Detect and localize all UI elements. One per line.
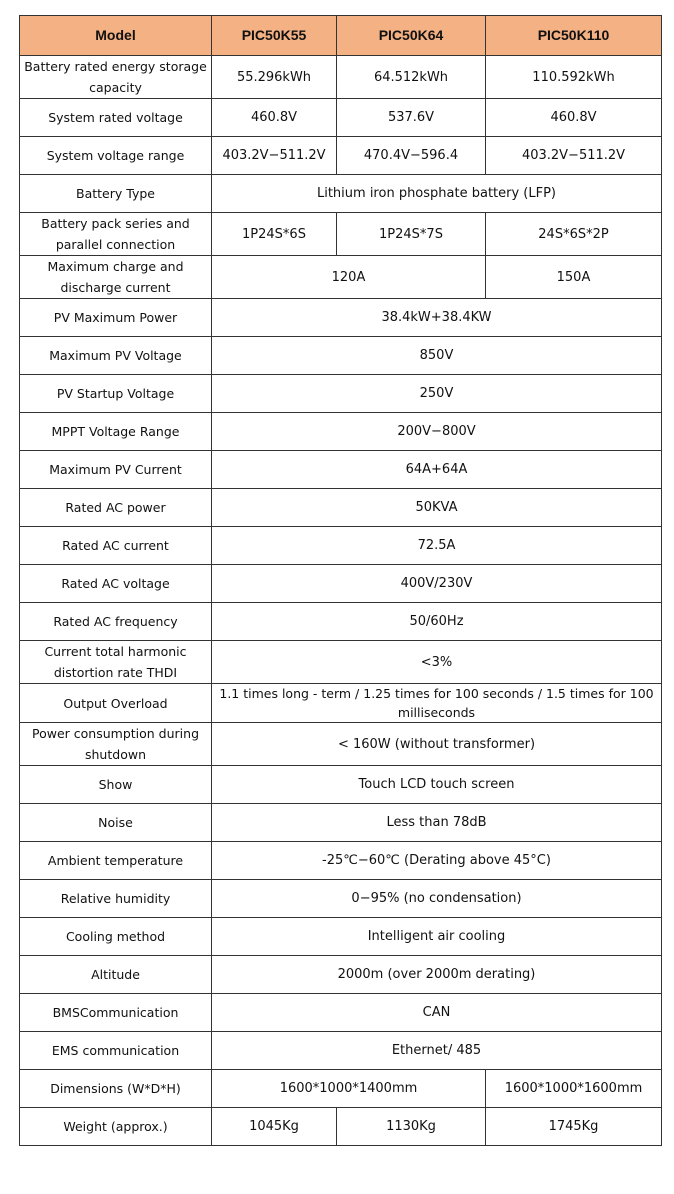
- row-label: Rated AC power: [20, 489, 212, 527]
- cell-value: Less than 78dB: [212, 804, 662, 842]
- header-model-1: PIC50K55: [212, 16, 337, 56]
- row-label: Maximum PV Current: [20, 451, 212, 489]
- cell-value: 470.4V−596.4: [337, 137, 486, 175]
- row-show: [20, 766, 662, 804]
- cell-value: Ethernet/ 485: [212, 1032, 662, 1070]
- row-label: PV Maximum Power: [20, 299, 212, 337]
- cell-value: 72.5A: [212, 527, 662, 565]
- cell-value: 1P24S*6S: [212, 213, 337, 256]
- spec-table: [19, 15, 662, 1146]
- cell-value: 50/60Hz: [212, 603, 662, 641]
- row-label: System voltage range: [20, 137, 212, 175]
- row-pack-connection: [20, 213, 662, 256]
- cell-value: 38.4kW+38.4KW: [212, 299, 662, 337]
- row-label: EMS communication: [20, 1032, 212, 1070]
- row-shutdown: [20, 723, 662, 766]
- cell-value: Lithium iron phosphate battery (LFP): [212, 175, 662, 213]
- row-label: Maximum PV Voltage: [20, 337, 212, 375]
- cell-value: 2000m (over 2000m derating): [212, 956, 662, 994]
- row-label: Altitude: [20, 956, 212, 994]
- row-label: Current total harmonic distortion rate THDI: [20, 641, 212, 684]
- row-label: Rated AC voltage: [20, 565, 212, 603]
- cell-value: Intelligent air cooling: [212, 918, 662, 956]
- cell-value: 1600*1000*1600mm: [486, 1070, 662, 1108]
- row-overload: [20, 684, 662, 723]
- cell-value: <3%: [212, 641, 662, 684]
- row-voltage-range: [20, 137, 662, 175]
- cell-value: 200V−800V: [212, 413, 662, 451]
- row-cooling: [20, 918, 662, 956]
- row-pv-power: [20, 299, 662, 337]
- row-dimensions: [20, 1070, 662, 1108]
- row-label: BMSCommunication: [20, 994, 212, 1032]
- cell-value: 120A: [212, 256, 486, 299]
- cell-value: Touch LCD touch screen: [212, 766, 662, 804]
- row-thdi: [20, 641, 662, 684]
- row-label: Maximum charge and discharge current: [20, 256, 212, 299]
- row-mppt: [20, 413, 662, 451]
- cell-value: 1045Kg: [212, 1108, 337, 1146]
- row-label: Weight (approx.): [20, 1108, 212, 1146]
- cell-value: 0−95% (no condensation): [212, 880, 662, 918]
- row-label: Battery rated energy storage capacity: [20, 56, 212, 99]
- row-label: System rated voltage: [20, 99, 212, 137]
- row-label: Output Overload: [20, 684, 212, 723]
- cell-value: 403.2V−511.2V: [212, 137, 337, 175]
- cell-value: 1745Kg: [486, 1108, 662, 1146]
- row-label: Dimensions (W*D*H): [20, 1070, 212, 1108]
- row-ac-current: [20, 527, 662, 565]
- row-ac-frequency: [20, 603, 662, 641]
- cell-value: 1130Kg: [337, 1108, 486, 1146]
- row-label: PV Startup Voltage: [20, 375, 212, 413]
- row-label: Power consumption during shutdown: [20, 723, 212, 766]
- cell-value: 537.6V: [337, 99, 486, 137]
- header-model-2: PIC50K64: [337, 16, 486, 56]
- cell-value: -25℃−60℃ (Derating above 45°C): [212, 842, 662, 880]
- cell-value: 110.592kWh: [486, 56, 662, 99]
- cell-value: 1600*1000*1400mm: [212, 1070, 486, 1108]
- cell-value: 64A+64A: [212, 451, 662, 489]
- cell-value: 250V: [212, 375, 662, 413]
- header-row: [20, 16, 662, 56]
- cell-value: 460.8V: [486, 99, 662, 137]
- row-ac-power: [20, 489, 662, 527]
- cell-value: 850V: [212, 337, 662, 375]
- row-label: Relative humidity: [20, 880, 212, 918]
- row-label: Rated AC frequency: [20, 603, 212, 641]
- row-battery-type: [20, 175, 662, 213]
- header-model: Model: [20, 16, 212, 56]
- row-weight: [20, 1108, 662, 1146]
- row-label: Ambient temperature: [20, 842, 212, 880]
- row-pv-current: [20, 451, 662, 489]
- row-noise: [20, 804, 662, 842]
- cell-value: 24S*6S*2P: [486, 213, 662, 256]
- row-system-voltage: [20, 99, 662, 137]
- cell-value: 1P24S*7S: [337, 213, 486, 256]
- cell-value: 403.2V−511.2V: [486, 137, 662, 175]
- cell-value: CAN: [212, 994, 662, 1032]
- row-max-current: [20, 256, 662, 299]
- cell-value: 64.512kWh: [337, 56, 486, 99]
- row-label: Rated AC current: [20, 527, 212, 565]
- row-energy: [20, 56, 662, 99]
- cell-value: 400V/230V: [212, 565, 662, 603]
- cell-value: 50KVA: [212, 489, 662, 527]
- row-humidity: [20, 880, 662, 918]
- row-ems: [20, 1032, 662, 1070]
- row-bms: [20, 994, 662, 1032]
- row-pv-startup: [20, 375, 662, 413]
- row-pv-voltage: [20, 337, 662, 375]
- cell-value: 1.1 times long - term / 1.25 times for 100 seconds / 1.5 times for 100 milliseconds: [212, 684, 662, 723]
- row-label: Battery Type: [20, 175, 212, 213]
- row-label: Battery pack series and parallel connection: [20, 213, 212, 256]
- cell-value: 150A: [486, 256, 662, 299]
- row-label: Show: [20, 766, 212, 804]
- row-ac-voltage: [20, 565, 662, 603]
- header-model-3: PIC50K110: [486, 16, 662, 56]
- row-altitude: [20, 956, 662, 994]
- cell-value: < 160W (without transformer): [212, 723, 662, 766]
- row-label: Noise: [20, 804, 212, 842]
- cell-value: 55.296kWh: [212, 56, 337, 99]
- row-label: MPPT Voltage Range: [20, 413, 212, 451]
- cell-value: 460.8V: [212, 99, 337, 137]
- row-label: Cooling method: [20, 918, 212, 956]
- row-ambient: [20, 842, 662, 880]
